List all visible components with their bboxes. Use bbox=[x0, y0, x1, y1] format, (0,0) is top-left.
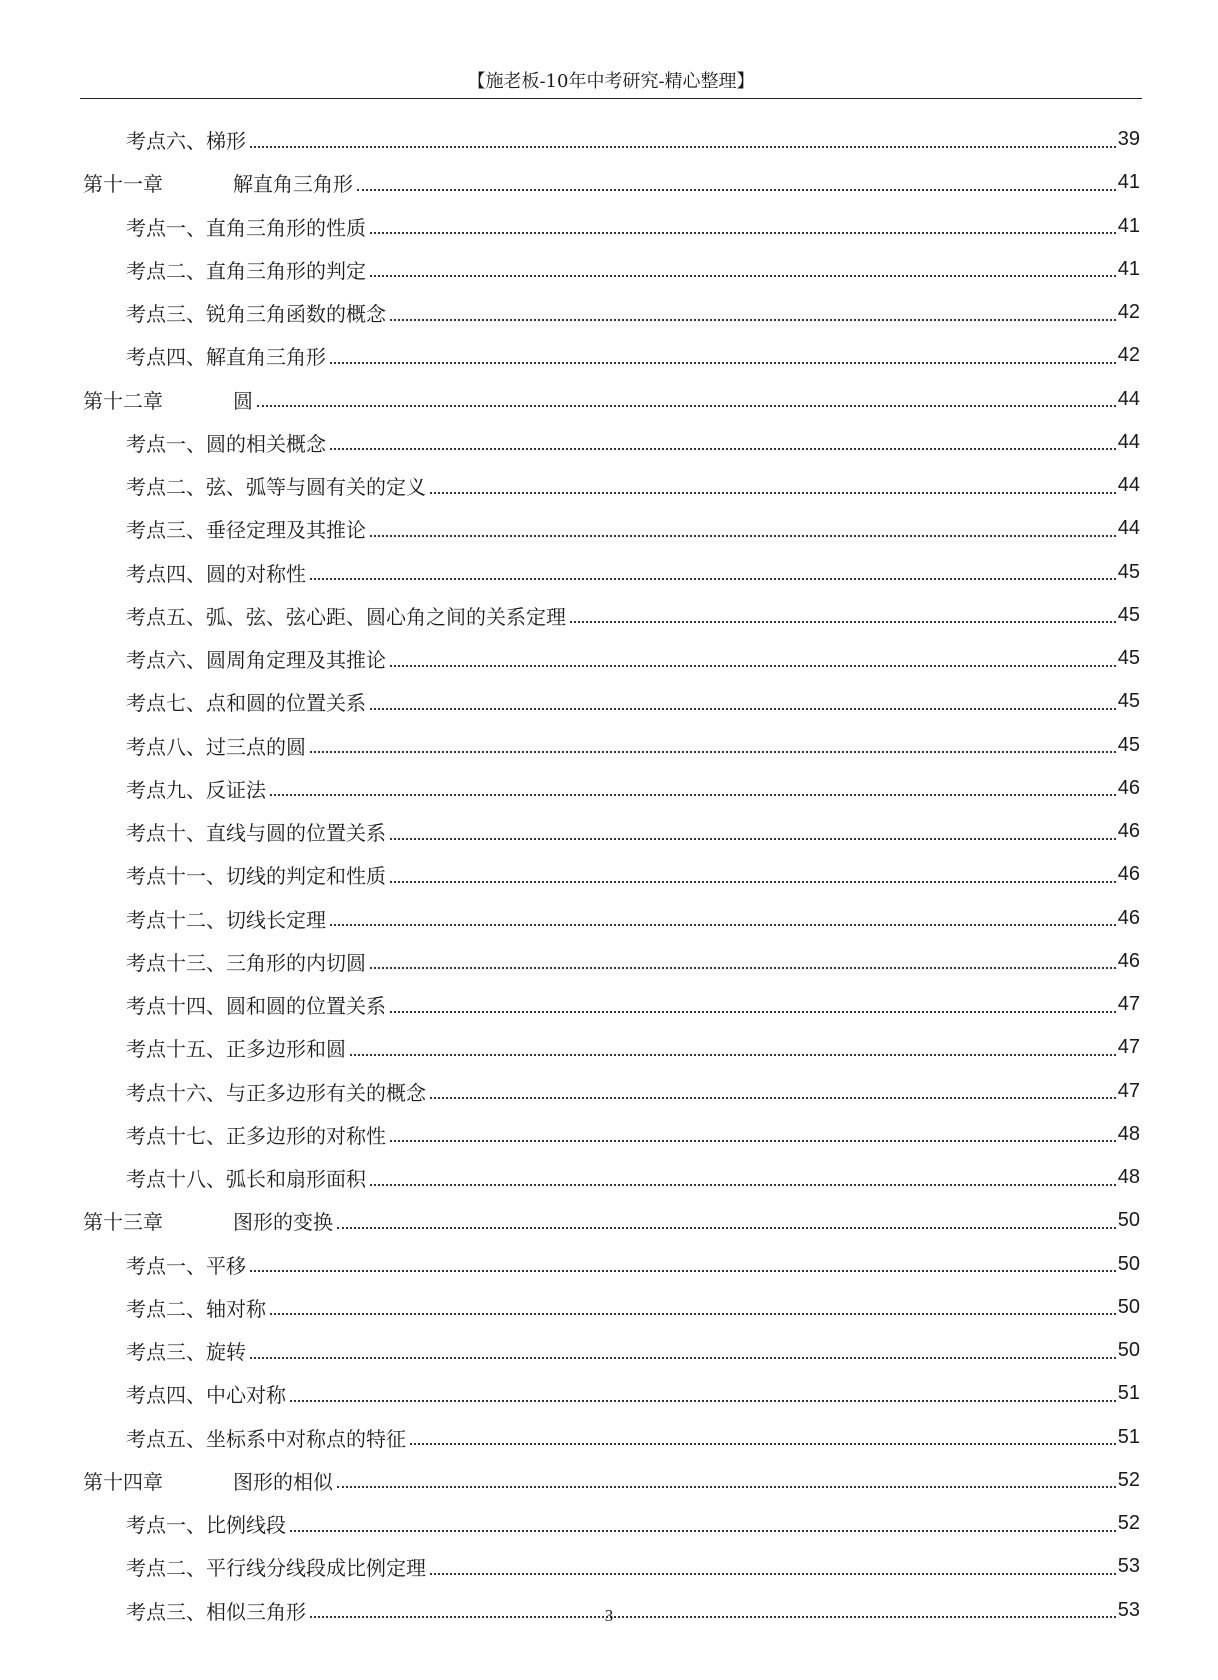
toc-entry-title: 考点八、过三点的圆 bbox=[126, 734, 306, 759]
dot-leader bbox=[430, 1573, 1116, 1575]
toc-chapter-row[interactable] bbox=[0, 161, 1218, 204]
chapter-number: 第十三章 bbox=[83, 1210, 163, 1235]
toc-page-number: 42 bbox=[1117, 344, 1140, 367]
toc-chapter-row[interactable] bbox=[0, 1199, 1218, 1242]
dot-leader bbox=[337, 1227, 1116, 1229]
toc-page-number: 51 bbox=[1117, 1382, 1140, 1405]
table-of-contents bbox=[0, 118, 1218, 1632]
toc-page-number: 44 bbox=[1117, 387, 1140, 410]
toc-item-row[interactable] bbox=[0, 1545, 1218, 1588]
toc-item-row[interactable] bbox=[0, 1243, 1218, 1286]
toc-item-row[interactable] bbox=[0, 118, 1218, 161]
toc-entry-title: 考点五、弧、弦、弦心距、圆心角之间的关系定理 bbox=[126, 604, 566, 629]
dot-leader bbox=[370, 275, 1116, 277]
toc-entry-title: 考点三、锐角三角函数的概念 bbox=[126, 302, 386, 327]
toc-item-row[interactable] bbox=[0, 1416, 1218, 1459]
chapter-number: 第十四章 bbox=[83, 1469, 163, 1494]
toc-item-row[interactable] bbox=[0, 551, 1218, 594]
toc-page-number: 46 bbox=[1117, 863, 1140, 886]
toc-entry-title: 考点九、反证法 bbox=[126, 777, 266, 802]
toc-page-number: 41 bbox=[1117, 171, 1140, 194]
page-header: 【施老板-10年中考研究-精心整理】 bbox=[467, 71, 755, 92]
toc-item-row[interactable] bbox=[0, 1113, 1218, 1156]
dot-leader bbox=[310, 578, 1116, 580]
toc-item-row[interactable] bbox=[0, 1026, 1218, 1069]
toc-page-number: 46 bbox=[1117, 906, 1140, 929]
toc-item-row[interactable] bbox=[0, 637, 1218, 680]
toc-item-row[interactable] bbox=[0, 594, 1218, 637]
toc-page-number: 48 bbox=[1117, 1166, 1140, 1189]
toc-entry-title: 考点十三、三角形的内切圆 bbox=[126, 950, 366, 975]
toc-item-row[interactable] bbox=[0, 291, 1218, 334]
dot-leader bbox=[337, 1486, 1116, 1488]
dot-leader bbox=[390, 838, 1116, 840]
chapter-number: 第十一章 bbox=[83, 172, 163, 197]
toc-entry-title: 考点一、直角三角形的性质 bbox=[126, 215, 366, 240]
dot-leader bbox=[430, 492, 1116, 494]
dot-leader bbox=[310, 751, 1116, 753]
toc-entry-title: 考点四、圆的对称性 bbox=[126, 561, 306, 586]
toc-entry-title: 考点三、垂径定理及其推论 bbox=[126, 518, 366, 543]
toc-item-row[interactable] bbox=[0, 810, 1218, 853]
toc-page-number: 50 bbox=[1117, 1295, 1140, 1318]
dot-leader bbox=[290, 1530, 1116, 1532]
toc-entry-title: 考点四、中心对称 bbox=[126, 1383, 286, 1408]
toc-item-row[interactable] bbox=[0, 897, 1218, 940]
toc-item-row[interactable] bbox=[0, 1329, 1218, 1372]
toc-entry-title: 考点七、点和圆的位置关系 bbox=[126, 691, 366, 716]
toc-item-row[interactable] bbox=[0, 724, 1218, 767]
toc-entry-title: 考点一、平移 bbox=[126, 1253, 246, 1278]
toc-entry-title: 考点二、弦、弧等与圆有关的定义 bbox=[126, 475, 426, 500]
toc-page-number: 44 bbox=[1117, 430, 1140, 453]
page-number: 3 bbox=[604, 1606, 614, 1625]
toc-page-number: 47 bbox=[1117, 1036, 1140, 1059]
toc-entry-title: 考点一、比例线段 bbox=[126, 1513, 286, 1538]
toc-entry-title: 圆 bbox=[233, 388, 253, 413]
header-rule bbox=[80, 98, 1142, 99]
toc-entry-title: 考点四、解直角三角形 bbox=[126, 345, 326, 370]
toc-entry-title: 考点十二、切线长定理 bbox=[126, 907, 326, 932]
toc-item-row[interactable] bbox=[0, 1286, 1218, 1329]
toc-item-row[interactable] bbox=[0, 248, 1218, 291]
toc-page-number: 45 bbox=[1117, 603, 1140, 626]
toc-entry-title: 图形的相似 bbox=[233, 1469, 333, 1494]
toc-page-number: 44 bbox=[1117, 517, 1140, 540]
toc-item-row[interactable] bbox=[0, 1502, 1218, 1545]
toc-page-number: 53 bbox=[1117, 1555, 1140, 1578]
toc-item-row[interactable] bbox=[0, 1070, 1218, 1113]
toc-page-number: 51 bbox=[1117, 1425, 1140, 1448]
toc-page-number: 45 bbox=[1117, 647, 1140, 670]
dot-leader bbox=[250, 1270, 1116, 1272]
dot-leader bbox=[370, 535, 1116, 537]
dot-leader bbox=[370, 967, 1116, 969]
toc-page-number: 47 bbox=[1117, 1079, 1140, 1102]
toc-entry-title: 考点三、相似三角形 bbox=[126, 1599, 306, 1624]
toc-chapter-row[interactable] bbox=[0, 1459, 1218, 1502]
toc-page-number: 52 bbox=[1117, 1468, 1140, 1491]
toc-entry-title: 考点一、圆的相关概念 bbox=[126, 431, 326, 456]
dot-leader bbox=[410, 1443, 1116, 1445]
toc-entry-title: 考点六、梯形 bbox=[126, 129, 246, 154]
toc-entry-title: 解直角三角形 bbox=[233, 172, 353, 197]
dot-leader bbox=[570, 621, 1116, 623]
toc-entry-title: 图形的变换 bbox=[233, 1210, 333, 1235]
dot-leader bbox=[330, 448, 1116, 450]
toc-entry-title: 考点十一、切线的判定和性质 bbox=[126, 864, 386, 889]
toc-item-row[interactable] bbox=[0, 983, 1218, 1026]
dot-leader bbox=[257, 405, 1116, 407]
toc-page-number: 48 bbox=[1117, 1122, 1140, 1145]
toc-item-row[interactable] bbox=[0, 853, 1218, 896]
toc-entry-title: 考点十、直线与圆的位置关系 bbox=[126, 821, 386, 846]
toc-page-number: 52 bbox=[1117, 1512, 1140, 1535]
toc-page-number: 50 bbox=[1117, 1339, 1140, 1362]
toc-item-row[interactable] bbox=[0, 507, 1218, 550]
toc-chapter-row[interactable] bbox=[0, 378, 1218, 421]
toc-entry-title: 考点十七、正多边形的对称性 bbox=[126, 1123, 386, 1148]
toc-page-number: 45 bbox=[1117, 690, 1140, 713]
toc-page-number: 41 bbox=[1117, 214, 1140, 237]
toc-entry-title: 考点六、圆周角定理及其推论 bbox=[126, 648, 386, 673]
toc-entry-title: 考点五、坐标系中对称点的特征 bbox=[126, 1426, 406, 1451]
dot-leader bbox=[390, 881, 1116, 883]
toc-entry-title: 考点十五、正多边形和圆 bbox=[126, 1037, 346, 1062]
toc-item-row[interactable] bbox=[0, 1372, 1218, 1415]
dot-leader bbox=[390, 319, 1116, 321]
toc-item-row[interactable] bbox=[0, 767, 1218, 810]
dot-leader bbox=[370, 232, 1116, 234]
toc-item-row[interactable] bbox=[0, 940, 1218, 983]
dot-leader bbox=[250, 1357, 1116, 1359]
toc-entry-title: 考点二、直角三角形的判定 bbox=[126, 258, 366, 283]
dot-leader bbox=[370, 708, 1116, 710]
toc-page-number: 53 bbox=[1117, 1598, 1140, 1621]
dot-leader bbox=[390, 1140, 1116, 1142]
toc-page-number: 42 bbox=[1117, 301, 1140, 324]
toc-item-row[interactable] bbox=[0, 334, 1218, 377]
toc-page-number: 46 bbox=[1117, 776, 1140, 799]
dot-leader bbox=[390, 665, 1116, 667]
dot-leader bbox=[390, 1011, 1116, 1013]
dot-leader bbox=[357, 189, 1116, 191]
toc-entry-title: 考点十八、弧长和扇形面积 bbox=[126, 1167, 366, 1192]
toc-page-number: 44 bbox=[1117, 474, 1140, 497]
toc-item-row[interactable] bbox=[0, 1156, 1218, 1199]
toc-item-row[interactable] bbox=[0, 205, 1218, 248]
toc-item-row[interactable] bbox=[0, 421, 1218, 464]
dot-leader bbox=[330, 362, 1116, 364]
toc-page-number: 45 bbox=[1117, 733, 1140, 756]
dot-leader bbox=[290, 1400, 1116, 1402]
chapter-number: 第十二章 bbox=[83, 388, 163, 413]
toc-page-number: 50 bbox=[1117, 1209, 1140, 1232]
dot-leader bbox=[430, 1097, 1116, 1099]
toc-entry-title: 考点十四、圆和圆的位置关系 bbox=[126, 994, 386, 1019]
toc-page-number: 47 bbox=[1117, 993, 1140, 1016]
dot-leader bbox=[370, 1184, 1116, 1186]
toc-entry-title: 考点十六、与正多边形有关的概念 bbox=[126, 1080, 426, 1105]
toc-entry-title: 考点二、轴对称 bbox=[126, 1296, 266, 1321]
toc-item-row[interactable] bbox=[0, 464, 1218, 507]
dot-leader bbox=[330, 924, 1116, 926]
dot-leader bbox=[270, 1313, 1116, 1315]
toc-page-number: 46 bbox=[1117, 820, 1140, 843]
dot-leader bbox=[270, 794, 1116, 796]
dot-leader bbox=[250, 146, 1116, 148]
toc-page-number: 39 bbox=[1117, 128, 1140, 151]
toc-entry-title: 考点三、旋转 bbox=[126, 1340, 246, 1365]
toc-page-number: 45 bbox=[1117, 560, 1140, 583]
toc-entry-title: 考点二、平行线分线段成比例定理 bbox=[126, 1556, 426, 1581]
toc-page-number: 50 bbox=[1117, 1252, 1140, 1275]
toc-page-number: 41 bbox=[1117, 257, 1140, 280]
toc-page-number: 46 bbox=[1117, 949, 1140, 972]
toc-item-row[interactable] bbox=[0, 680, 1218, 723]
dot-leader bbox=[350, 1054, 1116, 1056]
